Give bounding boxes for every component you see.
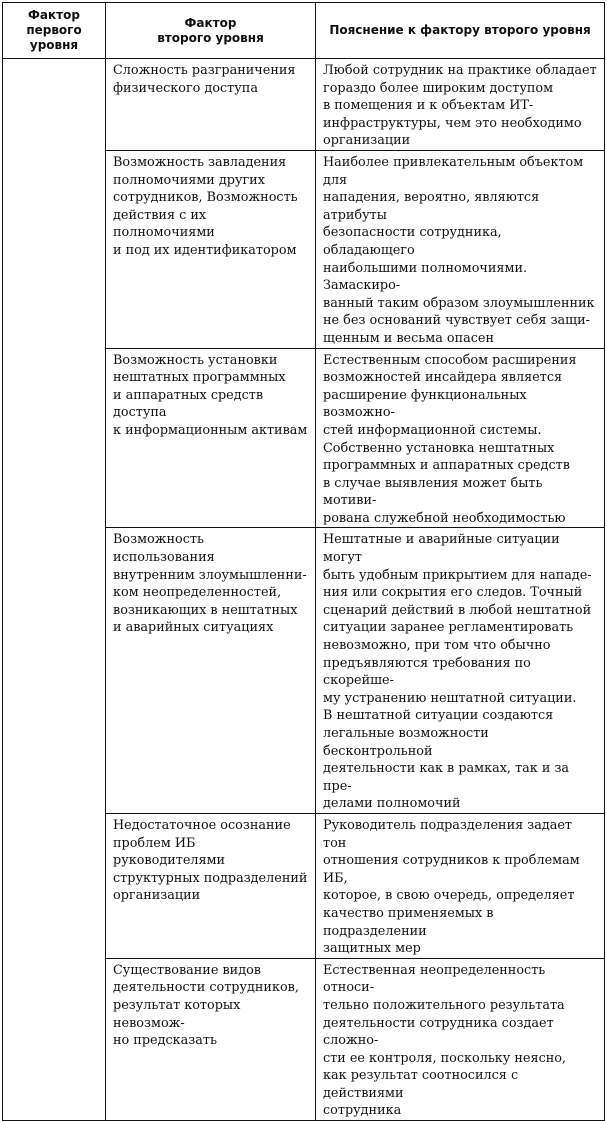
explanation-cell: Любой сотрудник на практике обладает гораздо более широким доступом в помещения и к объектам ИТ- инфраструктуры, чем это необходимо организации [316,59,605,151]
explanation-cell: Естественная неопределенность относи- тельно положительного результата деятельности сотрудника создает сложно- сти ее контроля, поскольку неясно, как результат соотносился с действиями сотрудника [316,958,605,1120]
second-level-factor-cell: Сложность разграничения физического доступа [106,59,316,151]
second-level-factor-cell: Возможность установки нештатных программных и аппаратных средств доступа к информационным активам [106,348,316,528]
header-row [3,3,605,59]
second-level-factor-cell: Возможность завладения полномочиями других сотрудников, Возможность действия с их полномочиями и под их идентификатором [106,151,316,349]
factors-table [2,2,605,1121]
second-level-factor-cell: Существование видов деятельности сотрудников, результат которых невозмож- но предсказать [106,958,316,1120]
header-second-level-factor: Фактор второго уровня [106,3,316,59]
second-level-factor-cell: Возможность использования внутренним злоумышленни- ком неопределенностей, возникающих в нештатных и аварийных ситуациях [106,528,316,814]
second-level-factor-cell: Недостаточное осознание проблем ИБ руководителями структурных подразделений организации [106,813,316,958]
first-level-factor-cell [3,59,106,1121]
header-first-level-factor: Фактор первого уровня [3,3,106,59]
explanation-cell: Естественным способом расширения возможностей инсайдера является расширение функциональных возможно- стей информационной системы. Собственно установка нештатных программных и аппаратных средств в случае выявления может быть мотиви- рована служебной необходимостью [316,348,605,528]
explanation-cell: Руководитель подразделения задает тон отношения сотрудников к проблемам ИБ, которое, в свою очередь, определяет качество применяемых в подразделении защитных мер [316,813,605,958]
table-row [3,59,605,151]
header-explanation: Пояснение к фактору второго уровня [316,3,605,59]
explanation-cell: Наиболее привлекательным объектом для нападения, вероятно, являются атрибуты безопасности сотрудника, обладающего наибольшими полномочиями. Замаскиро- ванный таким образом злоумышленник не без оснований чувствует себя защи- щенным и весьма опасен [316,151,605,349]
explanation-cell: Нештатные и аварийные ситуации могут быть удобным прикрытием для нападе- ния или сокрытия его следов. Точный сценарий действий в любой нештатной ситуации заранее регламентировать невозможно, при том что обычно предъявляются требования по скорейше- му устранению нештатной ситуации. В нештатной ситуации создаются легальные возможности бесконтрольной деятельности как в рамках, так и за пре- делами полномочий [316,528,605,814]
